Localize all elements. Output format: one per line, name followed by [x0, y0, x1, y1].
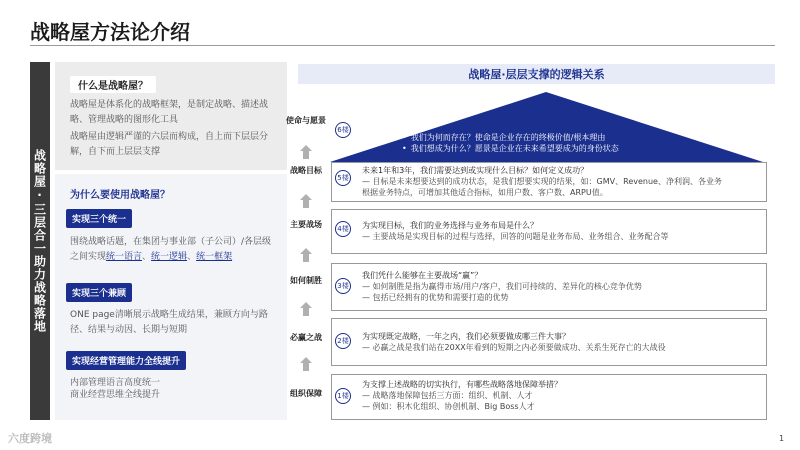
unify-link-logic: 统一逻辑: [151, 252, 188, 262]
definition-text-1: 战略屋是体系化的战略框架，是制定战略、描述战略、管理战略的图形化工具: [70, 100, 269, 125]
capability-text-2: 商业经营思维全线提升: [70, 390, 161, 400]
page-number: 1: [779, 434, 785, 443]
box5-line-2: — 目标是未来想要达到的成功状态，是我们想要实现的结果，如：GMV、Revenue、净利润、各业务: [362, 177, 722, 186]
up-arrow-icon: [300, 302, 312, 316]
box5-line-1: 未来1年和3年，我们需要达到或实现什么目标？如何定义成功？: [362, 166, 589, 175]
box3-line-1: 我们凭什么能够在主要战场“赢”？: [362, 271, 483, 280]
label-how-to-win: 如何制胜: [290, 276, 322, 285]
floor-4-badge: 4楼: [335, 221, 351, 237]
unify-link-language: 统一语言: [106, 252, 143, 262]
unify-text-prefix: 围绕战略话题，在集团与事业部（子公司）/各层级之间实现: [70, 237, 272, 262]
box3-line-3: — 包括已经拥有的优势和需要打造的优势: [362, 293, 509, 302]
box-floor-5: [331, 162, 767, 202]
label-mission-vision: 使命与愿景: [286, 116, 326, 125]
label-org-support: 组织保障: [290, 389, 322, 398]
label-must-win-battle: 必赢之战: [290, 333, 322, 342]
label-main-battlefield: 主要战场: [290, 220, 322, 229]
page-title: 战略屋方法论介绍: [30, 20, 190, 44]
up-arrow-icon: [300, 357, 312, 371]
floor-3-badge: 3楼: [335, 278, 351, 294]
box2-line-2: — 必赢之战是我们站在20XX年看到的短期之内必须要做成功、关系生死存亡的大战役: [362, 343, 666, 352]
pill-three-unify: 实现三个统一: [66, 209, 132, 228]
side-banner: 战略屋·三层合一助力战略落地: [30, 62, 50, 420]
pill-capability-upgrade: 实现经营管理能力全线提升: [66, 351, 186, 370]
box1-line-3: — 例如：积木化组织、协创机制、Big Boss人才: [362, 402, 535, 411]
box4-line-1: 为实现目标，我们的业务选择与业务布局是什么？: [362, 221, 538, 230]
box-floor-4: [331, 209, 767, 254]
balance-text: ONE page清晰展示战略生成结果，兼顾方向与路径、结果与动因、长期与短期: [70, 310, 268, 335]
box3-line-2: — 如何制胜是指为赢得市场/用户/客户，我们可持续的、差异化的核心竞争优势: [362, 282, 642, 291]
up-arrow-icon: [300, 248, 312, 262]
floor-1-badge: 1楼: [335, 388, 351, 404]
floor-2-badge: 2楼: [335, 333, 351, 349]
box2-line-1: 为实现既定战略，一年之内，我们必须要做成哪三件大事？: [362, 332, 570, 341]
up-arrow-icon: [300, 145, 312, 159]
diagram-ribbon: 战略屋·层层支撑的逻辑关系: [298, 64, 775, 84]
box5-line-3: 根据业务特点，可增加其他适合指标，如用户数、客户数、ARPU值。: [362, 188, 608, 197]
box-floor-3: [331, 263, 767, 311]
box1-line-1: 为支撑上述战略的切实执行，有哪些战略落地保障举措？: [362, 380, 562, 389]
box-floor-1: [331, 374, 767, 420]
floor-6-badge: 6楼: [335, 122, 351, 138]
pill-three-balance: 实现三个兼顾: [66, 283, 132, 302]
floor-5-badge: 5楼: [335, 170, 351, 186]
box4-line-2: — 主要战场是实现目标的过程与选择，回答的问题是业务布局、业务组合、业务配合等: [362, 232, 669, 241]
box-floor-2: [331, 318, 767, 366]
definition-heading: 什么是战略屋？: [70, 76, 156, 93]
unify-text: 围绕战略话题，在集团与事业部（子公司）/各层级之间实现统一语言、统一逻辑、统一框架: [70, 237, 272, 262]
capability-text-1: 内部管理语言高度统一: [70, 378, 161, 388]
roof-line-vision: • 我们想成为什么？愿景是企业在未来希望要成为的身份状态: [402, 143, 619, 154]
roof-line-mission: • 我们为何而存在？使命是企业存在的终极价值/根本理由: [402, 132, 605, 143]
box1-line-2: — 战略落地保障包括三方面：组织、机制、人才: [362, 391, 533, 400]
unify-link-framework: 统一框架: [196, 252, 233, 262]
brand-logo: 六度跨境: [8, 432, 52, 445]
reasons-heading: 为什么要使用战略屋？: [70, 190, 170, 201]
definition-text-2: 战略屋由逻辑严谨的六层而构成，自上而下层层分解，自下而上层层支撑: [70, 132, 269, 157]
up-arrow-icon: [300, 194, 312, 208]
label-strategic-goal: 战略目标: [290, 166, 322, 175]
title-divider: [30, 45, 775, 46]
